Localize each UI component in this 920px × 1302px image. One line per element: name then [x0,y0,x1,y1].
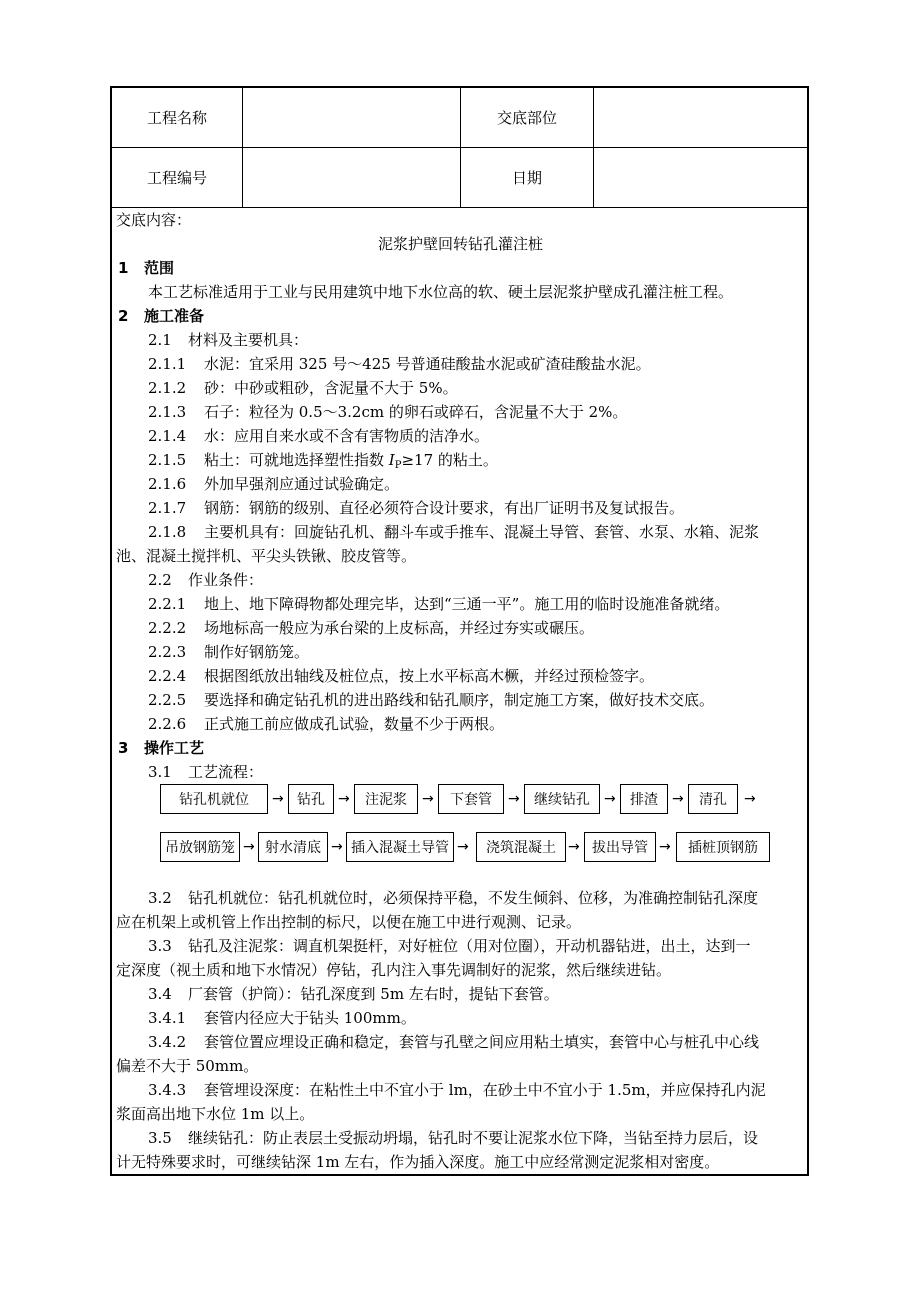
flow-arrow: → [338,791,350,807]
flow-step-4: 下套管 [438,784,504,814]
flow-arrow: → [243,839,255,855]
project-no-label: 工程编号 [112,148,243,207]
project-no-value [243,148,461,207]
flow-arrow: → [672,791,684,807]
item-3-2: 3.2 钻孔机就位：钻孔机就位时，必须保持平稳，不发生倾斜、位移，为准确控制钻孔深度 [148,889,759,907]
item-3-4-1: 3.4.1 套管内径应大于钻头 100mm。 [148,1009,416,1027]
handover-part-label: 交底部位 [461,88,594,147]
flow-arrow: → [604,791,616,807]
flow-arrow: → [272,791,284,807]
item-3-2-cont: 应在机架上或机管上作出控制的标尺，以便在施工中进行观测、记录。 [116,913,582,931]
item-2-2-5: 2.2.5 要选择和确定钻孔机的进出路线和钻孔顺序，制定施工方案，做好技术交底。 [148,691,715,709]
item-3-4-3-cont: 浆面高出地下水位 1m 以上。 [116,1105,315,1123]
item-2-2-3: 2.2.3 制作好钢筋笼。 [148,643,310,661]
flow-step-13: 插桩顶钢筋 [676,832,770,862]
item-3-4-2: 3.4.2 套管位置应埋设正确和稳定，套管与孔壁之间应用粘土填实，套管中心与桩孔中心线 [148,1033,760,1051]
flow-arrow: → [659,839,671,855]
flow-arrow: → [508,791,520,807]
item-2-2: 2.2 作业条件： [148,571,264,589]
flow-step-10: 插入混凝土导管 [346,832,454,862]
date-value [594,148,809,207]
section-1-text: 本工艺标准适用于工业与民用建筑中地下水位高的软、硬土层泥浆护壁成孔灌注桩工程。 [148,283,734,301]
flow-step-6: 排渣 [620,784,668,814]
flow-step-9: 射水清底 [258,832,328,862]
item-3-3-cont: 定深度（视土质和地下水情况）停钻，孔内注入事先调制好的泥浆，然后继续进钻。 [116,961,672,979]
item-2-1-6: 2.1.6 外加早强剂应通过试验确定。 [148,475,400,493]
flow-step-12: 拔出导管 [584,832,656,862]
handover-form [110,86,809,1176]
item-2-2-4: 2.2.4 根据图纸放出轴线及桩位点，按上水平标高木橛，并经过预检签字。 [148,667,655,685]
header-row-1 [112,88,807,148]
flow-arrow: → [457,839,469,855]
project-name-label: 工程名称 [112,88,243,147]
item-3-4: 3.4 厂套管（护筒）：钻孔深度到 5m 左右时，提钻下套管。 [148,985,559,1003]
item-2-2-2: 2.2.2 场地标高一般应为承台梁的上皮标高，并经过夯实或碾压。 [148,619,595,637]
section-1-heading: 1 范围 [118,259,175,277]
item-3-4-2-cont: 偏差不大于 50mm。 [116,1057,259,1075]
flow-arrow: → [568,839,580,855]
item-3-5-cont: 计无特殊要求时，可继续钻深 1m 左右，作为插入深度。施工中应经常测定泥浆相对密度。 [116,1153,720,1171]
item-2-1-5: 2.1.5 粘土：可就地选择塑性指数 $I_P\ge 17$ 的粘土。 [148,451,498,471]
flow-step-5: 继续钻孔 [524,784,600,814]
item-3-4-3: 3.4.3 套管埋设深度：在粘性土中不宜小于 lm，在砂土中不宜小于 1.5m，并应保持孔内泥 [148,1081,766,1099]
item-2-1-2: 2.1.2 砂：中砂或粗砂，含泥量不大于 5%。 [148,379,458,397]
item-2-1-8-cont: 池、混凝土搅拌机、平尖头铁锹、胶皮管等。 [116,547,417,565]
flow-arrow: → [422,791,434,807]
item-2-1-3: 2.1.3 石子：粒径为 0.5～3.2cm 的卵石或碎石，含泥量不大于 2%。 [148,403,628,421]
flow-step-3: 注泥浆 [354,784,418,814]
project-name-value [243,88,461,147]
item-2-1-8: 2.1.8 主要机具有：回旋钻孔机、翻斗车或手推车、混凝土导管、套管、水泵、水箱、泥浆 [148,523,760,541]
item-3-3: 3.3 钻孔及注泥浆：调直机架挺杆，对好桩位（用对位圈），开动机器钻进，出土，达到一 [148,937,751,955]
flow-arrow: → [744,791,756,807]
flow-step-11: 浇筑混凝土 [476,832,566,862]
intro-label: 交底内容： [116,211,192,229]
header-row-2 [112,148,807,208]
item-2-2-1: 2.2.1 地上、地下障碍物都处理完毕，达到“三通一平”。施工用的临时设施准备就绪。 [148,595,730,613]
item-2-1-1: 2.1.1 水泥：宜采用 325 号～425 号普通硅酸盐水泥或矿渣硅酸盐水泥。 [148,355,651,373]
flow-step-8: 吊放钢筋笼 [160,832,240,862]
flow-arrow: → [331,839,343,855]
item-2-1-7: 2.1.7 钢筋：钢筋的级别、直径必须符合设计要求，有出厂证明书及复试报告。 [148,499,685,517]
flow-step-2: 钻孔 [288,784,334,814]
handover-part-value [594,88,809,147]
item-3-1: 3.1 工艺流程： [148,763,264,781]
item-3-5: 3.5 继续钻孔：防止表层土受振动坍塌，钻孔时不要让泥浆水位下降，当钻至持力层后，设 [148,1129,759,1147]
section-2-heading: 2 施工准备 [118,307,205,325]
date-label: 日期 [461,148,594,207]
item-2-1-4: 2.1.4 水：应用自来水或不含有害物质的洁净水。 [148,427,490,445]
section-3-heading: 3 操作工艺 [118,739,205,757]
item-2-2-6: 2.2.6 正式施工前应做成孔试验，数量不少于两根。 [148,715,505,733]
flow-step-1: 钻孔机就位 [160,784,268,814]
doc-title: 泥浆护壁回转钻孔灌注桩 [377,235,543,253]
item-2-1: 2.1 材料及主要机具： [148,331,309,349]
flow-step-7: 清孔 [688,784,738,814]
